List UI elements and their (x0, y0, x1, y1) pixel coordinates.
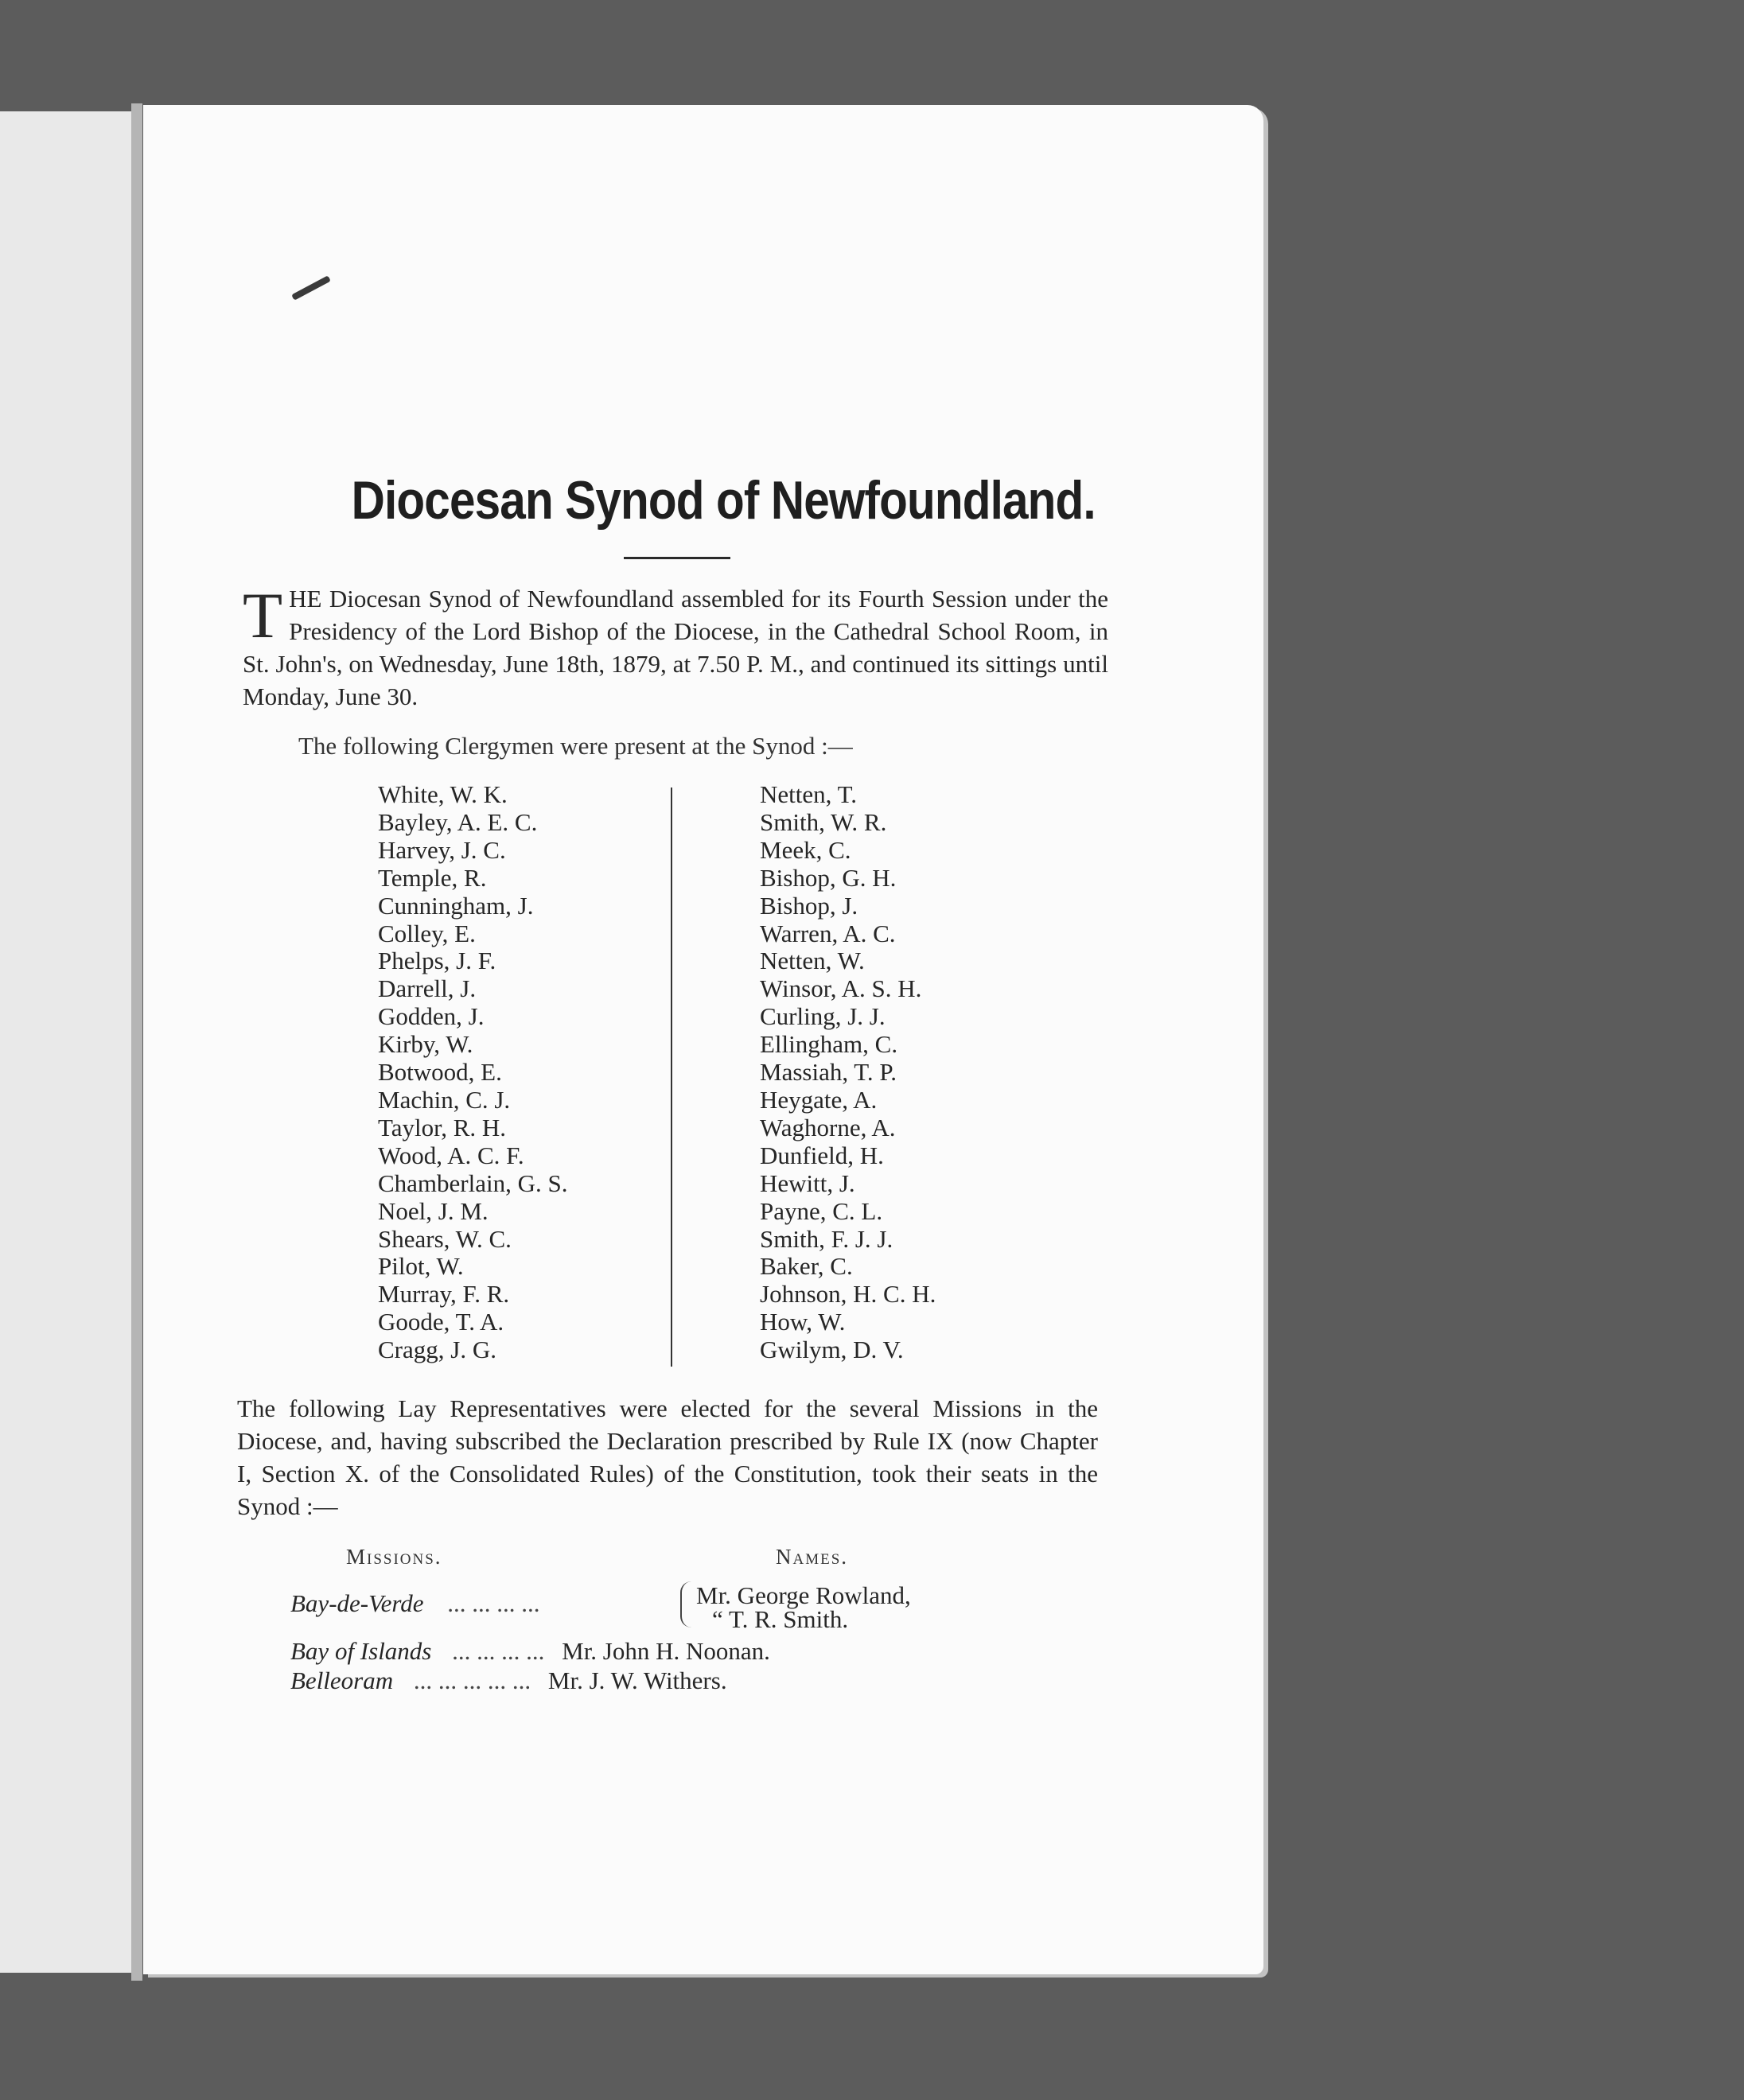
book-spine-edge (131, 103, 142, 1981)
clergy-list-left (378, 781, 568, 1364)
clergy-name: Netten, W. (760, 947, 865, 975)
clergy-name: Godden, J. (378, 1002, 485, 1031)
clergy-name: Murray, F. R. (378, 1280, 510, 1309)
mission-row (290, 1589, 540, 1618)
clergy-name: Ellingham, C. (760, 1030, 898, 1059)
clergy-list-right (760, 781, 936, 1364)
clergy-name: Waghorne, A. (760, 1113, 896, 1141)
clergy-name: Warren, A. C. (760, 919, 896, 947)
clergy-name: Machin, C. J. (378, 1085, 511, 1114)
clergy-name: Winsor, A. S. H. (760, 974, 922, 1003)
intro-text: HE Diocesan Synod of Newfoundland assembled for its Fourth Session under the Presidency of the Lord Bishop of the Diocese, in the Cathedral School Room, in St. John's, on Wednesday, June 18th, 1879, at 7.50 P. M., and continued its sittings until Monday, June 30. (243, 585, 1108, 710)
clergy-name: Massiah, T. P. (760, 1058, 897, 1087)
clergy-name: Botwood, E. (378, 1058, 502, 1087)
intro-paragraph (243, 579, 1108, 713)
representative-name: Mr. George Rowland, (696, 1581, 911, 1609)
clergy-name: Smith, W. R. (760, 807, 887, 836)
clergy-name: Smith, F. J. J. (760, 1224, 893, 1253)
clergy-name: White, W. K. (378, 780, 508, 808)
brace (680, 1581, 693, 1628)
representative-name: Mr. J. W. Withers. (547, 1666, 727, 1694)
clergy-name: Cunningham, J. (378, 891, 534, 920)
clergy-name: Curling, J. J. (760, 1002, 886, 1031)
clergy-name: Noel, J. M. (378, 1196, 489, 1225)
leader-dots: ... ... ... ... (452, 1637, 545, 1665)
mission-row (290, 1637, 770, 1666)
clergy-name: Gwilym, D. V. (760, 1336, 904, 1364)
clergy-name: How, W. (760, 1308, 846, 1336)
representative-name: Mr. John H. Noonan. (562, 1637, 770, 1665)
clergy-name: Goode, T. A. (378, 1308, 504, 1336)
clergy-name: Hewitt, J. (760, 1169, 855, 1197)
page-title: Diocesan Synod of Newfoundland. (351, 470, 1096, 531)
clergy-name: Netten, T. (760, 780, 857, 808)
mission-name: Bay-de-Verde (290, 1589, 424, 1617)
clergy-name: Chamberlain, G. S. (378, 1169, 568, 1197)
clergy-name: Cragg, J. G. (378, 1336, 496, 1364)
clergy-name: Taylor, R. H. (378, 1113, 507, 1141)
clergy-name: Bishop, J. (760, 891, 858, 920)
clergy-name: Harvey, J. C. (378, 835, 506, 864)
drop-cap: T (243, 579, 283, 651)
clergy-name: Wood, A. C. F. (378, 1141, 524, 1169)
clergy-name: Bishop, G. H. (760, 863, 897, 892)
names-header: Names. (776, 1545, 849, 1569)
mission-name: Bay of Islands (290, 1637, 432, 1665)
lay-representatives-paragraph: The following Lay Representatives were elected for the several Missions in the Diocese, and, having subscribed the Declaration prescribed by Rule IX (now Chapter I, Section X. of the Consolidated Rules) of the Constitution, took their seats in the Synod :— (237, 1394, 1098, 1520)
clergy-name: Heygate, A. (760, 1085, 878, 1114)
clergy-name: Temple, R. (378, 863, 487, 892)
representative-name: “ T. R. Smith. (712, 1605, 849, 1633)
clergy-name: Shears, W. C. (378, 1224, 512, 1253)
title-underline (624, 557, 730, 559)
leader-dots: ... ... ... ... ... (413, 1666, 531, 1694)
clergy-name: Pilot, W. (378, 1252, 464, 1281)
mission-row (290, 1666, 727, 1695)
clergy-name: Baker, C. (760, 1252, 853, 1281)
clergy-name: Dunfield, H. (760, 1141, 884, 1169)
clergy-name: Meek, C. (760, 835, 851, 864)
clergy-name: Darrell, J. (378, 974, 477, 1003)
mission-names (696, 1581, 911, 1634)
mission-name: Belleoram (290, 1666, 394, 1694)
clergy-name: Kirby, W. (378, 1030, 473, 1059)
adjacent-page (0, 111, 139, 1973)
missions-header: Missions. (346, 1545, 442, 1569)
clergy-name: Colley, E. (378, 919, 476, 947)
clergy-heading: The following Clergymen were present at the Synod :— (298, 732, 853, 760)
clergy-name: Bayley, A. E. C. (378, 807, 538, 836)
clergy-name: Payne, C. L. (760, 1196, 883, 1225)
clergy-name: Phelps, J. F. (378, 947, 496, 975)
clergy-name: Johnson, H. C. H. (760, 1280, 936, 1309)
column-divider (671, 788, 672, 1367)
leader-dots: ... ... ... ... (447, 1589, 540, 1617)
